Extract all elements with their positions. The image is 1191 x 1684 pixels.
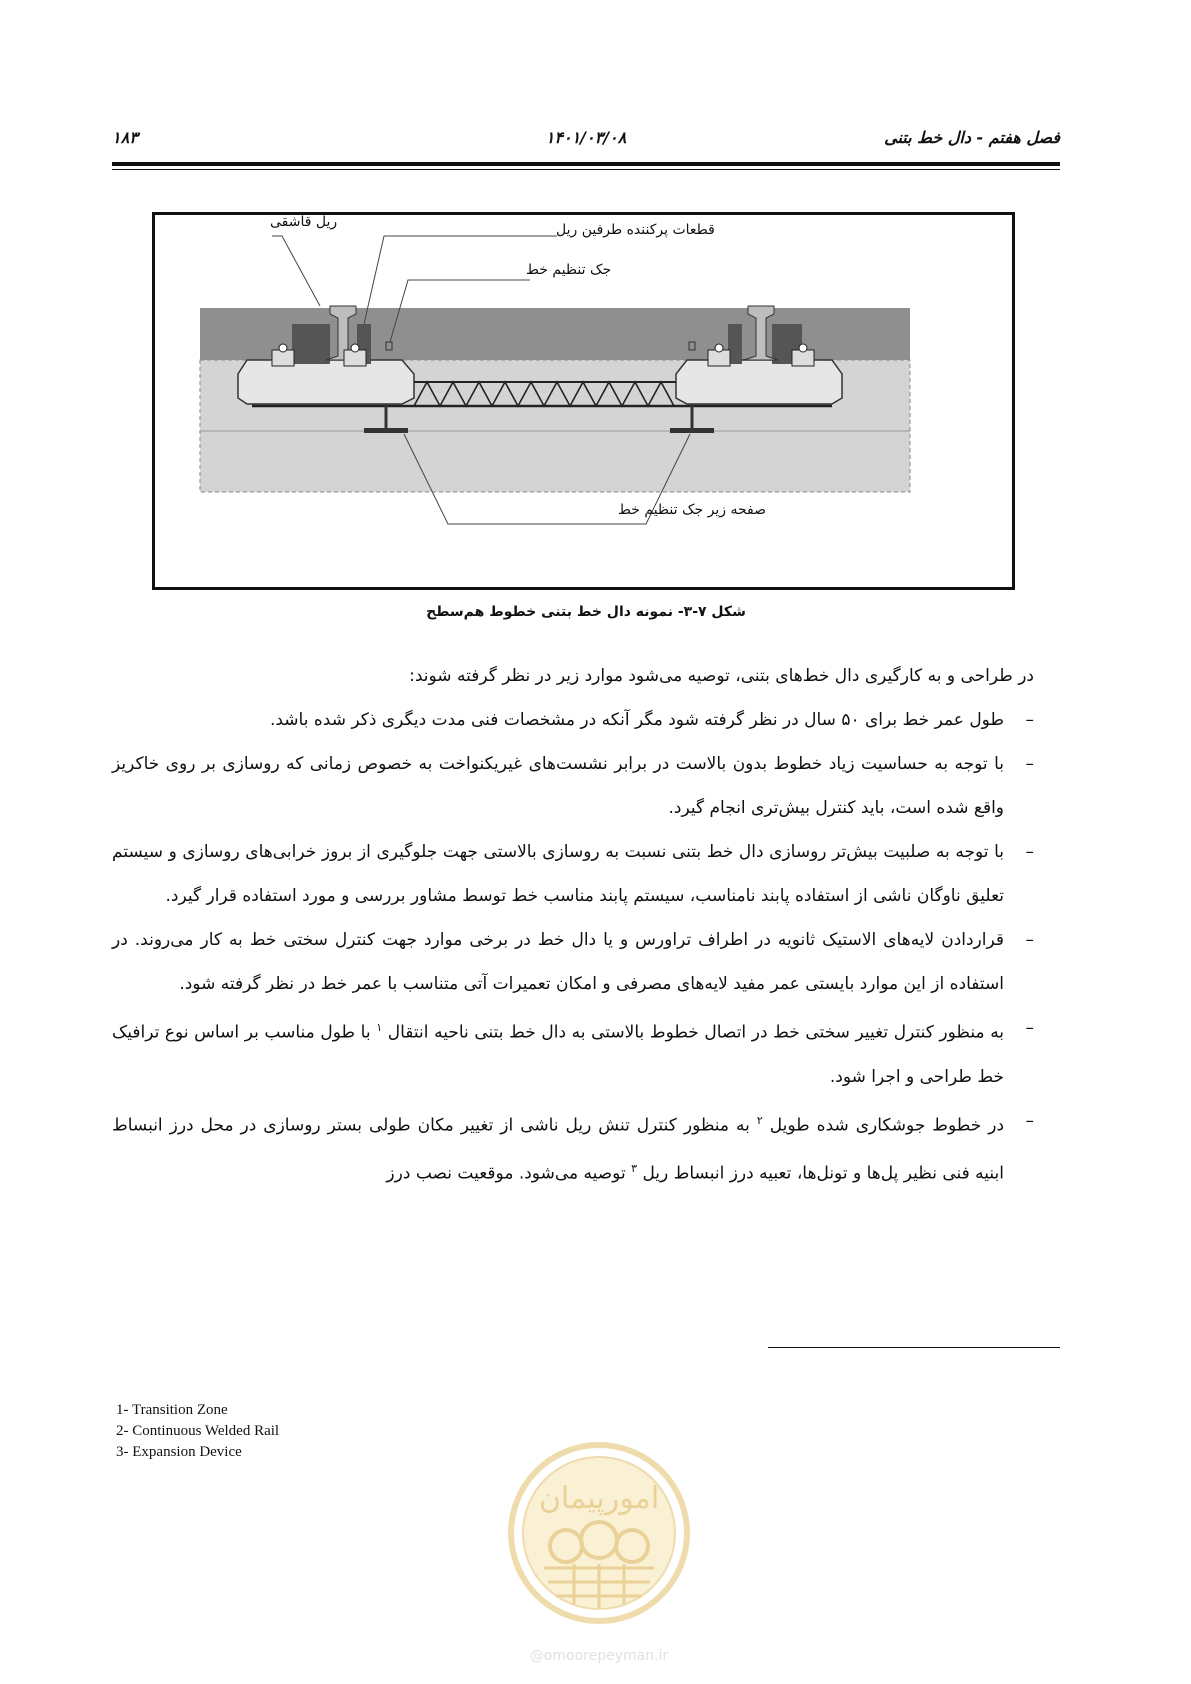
watermark-seal	[504, 1438, 694, 1666]
footnotes	[116, 1400, 279, 1463]
slab-track-figure	[152, 212, 1015, 590]
bullet-text: در خطوط جوشکاری شده طویل	[769, 1115, 1005, 1136]
bolt-right-2	[799, 344, 807, 352]
figure-caption: شکل ۷-۳- نمونه دال خط بتنی خطوط هم‌سطح	[426, 604, 746, 620]
bullet-text: با توجه به حساسیت زیاد خطوط بدون بالاست در برابر نشست‌های غیریکنواخت به خصوص زمانی که روسازی بر روی خاکریز واقع شده است، باید کنترل بیش‌تری انجام گیرد.	[112, 754, 1004, 818]
bullet-dash: –	[1025, 930, 1034, 950]
label-jack: جک تنظیم خط	[526, 262, 612, 278]
jack-plate-right	[670, 428, 714, 433]
bullet-text: توصیه می‌شود. موقعیت نصب درز	[386, 1163, 626, 1184]
list-item	[112, 830, 1034, 918]
footnote-3: 3- Expansion Device	[116, 1444, 242, 1460]
header-date: ۱۴۰۱/۰۳/۰۸	[545, 128, 627, 147]
seal-url: @omoorepeyman.ir	[529, 1648, 669, 1664]
footnote-ref-2[interactable]: ۲	[756, 1113, 763, 1127]
footnote-ref-1[interactable]: ۱	[376, 1021, 383, 1034]
label-plate: صفحه زیر جک تنظیم خط	[618, 502, 766, 518]
bullet-dash: –	[1025, 754, 1034, 774]
header-rule-thick	[112, 162, 1060, 166]
chapter-title: فصل هفتم - دال خط بتنی	[884, 128, 1060, 147]
footnote-rule	[768, 1347, 1060, 1348]
page-header	[112, 128, 1060, 156]
body-text	[112, 654, 1034, 1196]
filler-piece-left-1	[292, 324, 330, 364]
sleeper-block-left	[238, 360, 414, 404]
footnote-ref-3[interactable]: ۳	[631, 1162, 638, 1176]
bolt-left-2	[351, 344, 359, 352]
bullet-text: به منظور کنترل تنش ریل ناشی از تغییر مکان طولی بستر روسازی در محل درز انبساط ابنیه فنی نظیر پل‌ها و تونل‌ها، تعبیه درز انبساط ریل	[112, 1115, 1004, 1184]
sleeper-block-right	[676, 360, 842, 404]
seal-text: امورپیمان	[538, 1481, 660, 1516]
jack-plate-left	[364, 428, 408, 433]
label-rail: ریل قاشقی	[270, 214, 338, 230]
label-filler: قطعات پرکننده طرفین ریل	[556, 222, 715, 238]
recommendations-list	[112, 698, 1034, 1196]
bolt-left-1	[279, 344, 287, 352]
list-item	[112, 1006, 1034, 1099]
bullet-text: با توجه به صلبیت بیش‌تر روسازی دال خط بتنی نسبت به روسازی بالاستی جهت جلوگیری از بروز خرابی‌های روسازی و سیستم تعلیق ناوگان ناشی از استفاده پابند نامناسب، سیستم پابند مناسب خط توسط مشاور بررسی و مورد استفاده قرار گیرد.	[112, 842, 1004, 906]
bullet-text: طول عمر خط برای ۵۰ سال در نظر گرفته شود مگر آنکه در مشخصات فنی مدت دیگری ذکر شده باشد.	[269, 710, 1004, 730]
bullet-text: به منظور کنترل تغییر سختی خط در اتصال خطوط بالاستی به دال خط بتنی ناحیه انتقال	[387, 1022, 1005, 1043]
bullet-dash: –	[1025, 710, 1034, 730]
bullet-dash: –	[1025, 1018, 1034, 1038]
footnote-2: 2- Continuous Welded Rail	[116, 1423, 280, 1439]
bullet-dash: –	[1025, 842, 1034, 862]
header-rule-thin	[112, 169, 1060, 170]
list-item	[112, 742, 1034, 830]
list-item	[112, 698, 1034, 742]
bullet-text: قراردادن لایه‌های الاستیک ثانویه در اطراف تراورس و یا دال خط در برخی موارد جهت کنترل سختی خط به کار می‌روند. در استفاده از این موارد بایستی عمر مفید لایه‌های مصرفی و امکان تعمیرات آتی متناسب با عمر خط در نظر گرفته شود.	[112, 930, 1004, 994]
page-number: ۱۸۳	[112, 128, 138, 147]
intro-paragraph: در طراحی و به کارگیری دال خط‌های بتنی، توصیه می‌شود موارد زیر در نظر گرفته شوند:	[409, 666, 1034, 686]
footnote-1: 1- Transition Zone	[116, 1402, 228, 1418]
bolt-right-1	[715, 344, 723, 352]
bullet-dash: –	[1025, 1110, 1034, 1131]
list-item	[112, 918, 1034, 1006]
list-item	[112, 1099, 1034, 1196]
bullet-text: با طول مناسب بر اساس نوع ترافیک خط طراحی و اجرا شود.	[112, 1022, 1004, 1087]
